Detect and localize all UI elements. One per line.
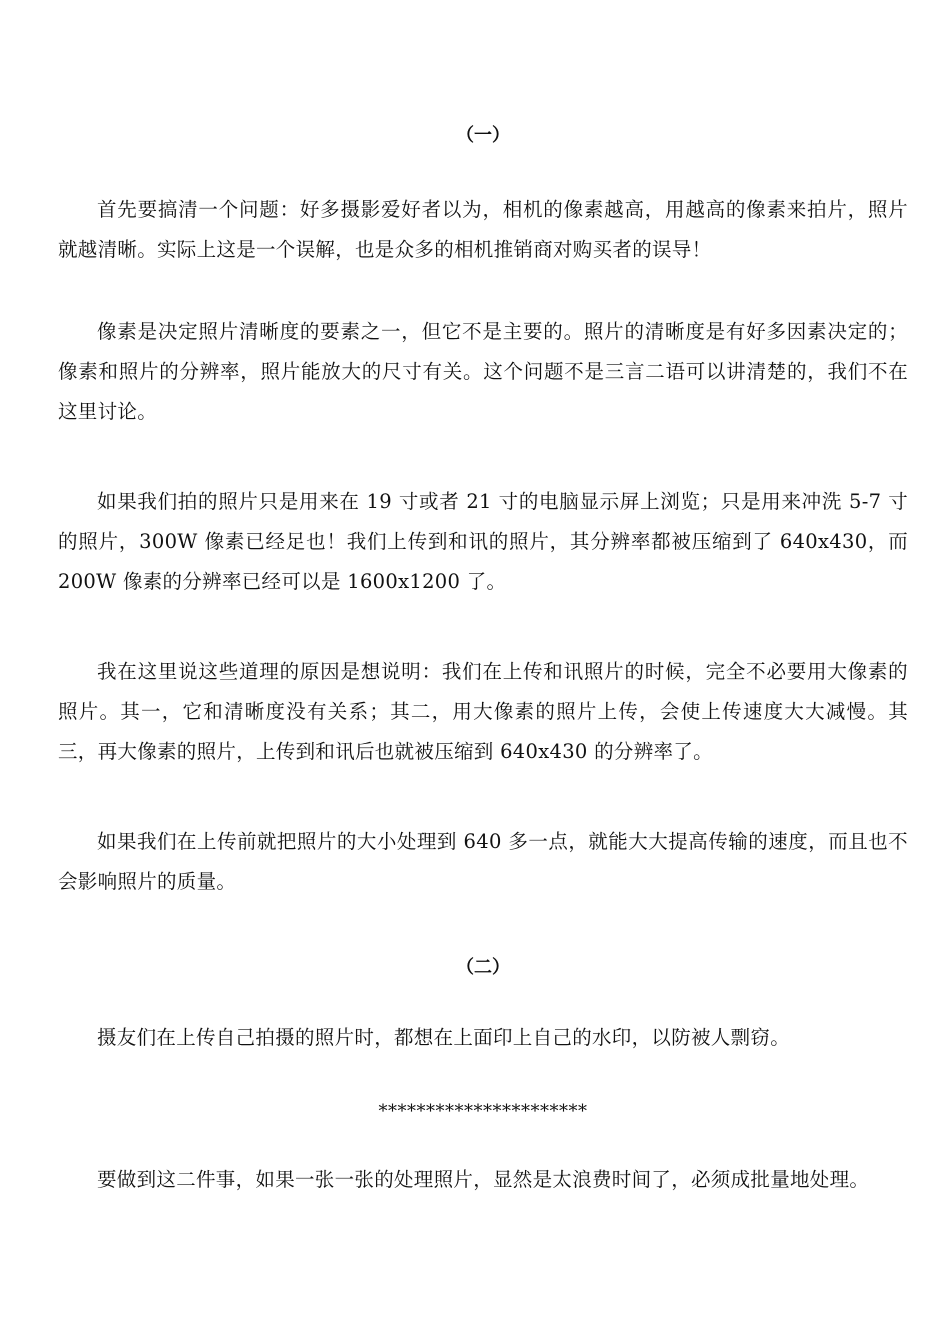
paragraph-1: 首先要搞清一个问题：好多摄影爱好者以为，相机的像素越高，用越高的像素来拍片，照片就越清晰。实际上这是一个误解，也是众多的相机推销商对购买者的误导！ (58, 198, 908, 261)
paragraph-6: 摄友们在上传自己拍摄的照片时，都想在上面印上自己的水印，以防被人剽窃。 (97, 1026, 791, 1049)
paragraph-2: 像素是决定照片清晰度的要素之一，但它不是主要的。照片的清晰度是有好多因素决定的；像素和照片的分辨率，照片能放大的尺寸有关。这个问题不是三言二语可以讲清楚的，我们不在这里讨论。 (58, 320, 908, 423)
section-heading-1: （一） (456, 125, 510, 146)
paragraph-5: 如果我们在上传前就把照片的大小处理到 640 多一点，就能大大提高传输的速度，而且也不会影响照片的质量。 (58, 830, 908, 893)
paragraph-3: 如果我们拍的照片只是用来在 19 寸或者 21 寸的电脑显示屏上浏览；只是用来冲洗 5-7 寸的照片，300W 像素已经足也！我们上传到和讯的照片，其分辨率都被压缩到了 640x430，而 200W 像素的分辨率已经可以是 1600x1200 了。 (58, 490, 908, 593)
section-heading-2: （二） (456, 957, 510, 978)
paragraph-4: 我在这里说这些道理的原因是想说明：我们在上传和讯照片的时候，完全不必要用大像素的照片。其一，它和清晰度没有关系；其二，用大像素的照片上传，会使上传速度大大减慢。其三，再大像素的照片，上传到和讯后也就被压缩到 640x430 的分辨率了。 (58, 660, 908, 763)
document-page (58, 0, 908, 1344)
paragraph-7: 要做到这二件事，如果一张一张的处理照片，显然是太浪费时间了，必须成批量地处理。 (97, 1168, 870, 1191)
separator-asterisks: ********************** (378, 1101, 588, 1122)
